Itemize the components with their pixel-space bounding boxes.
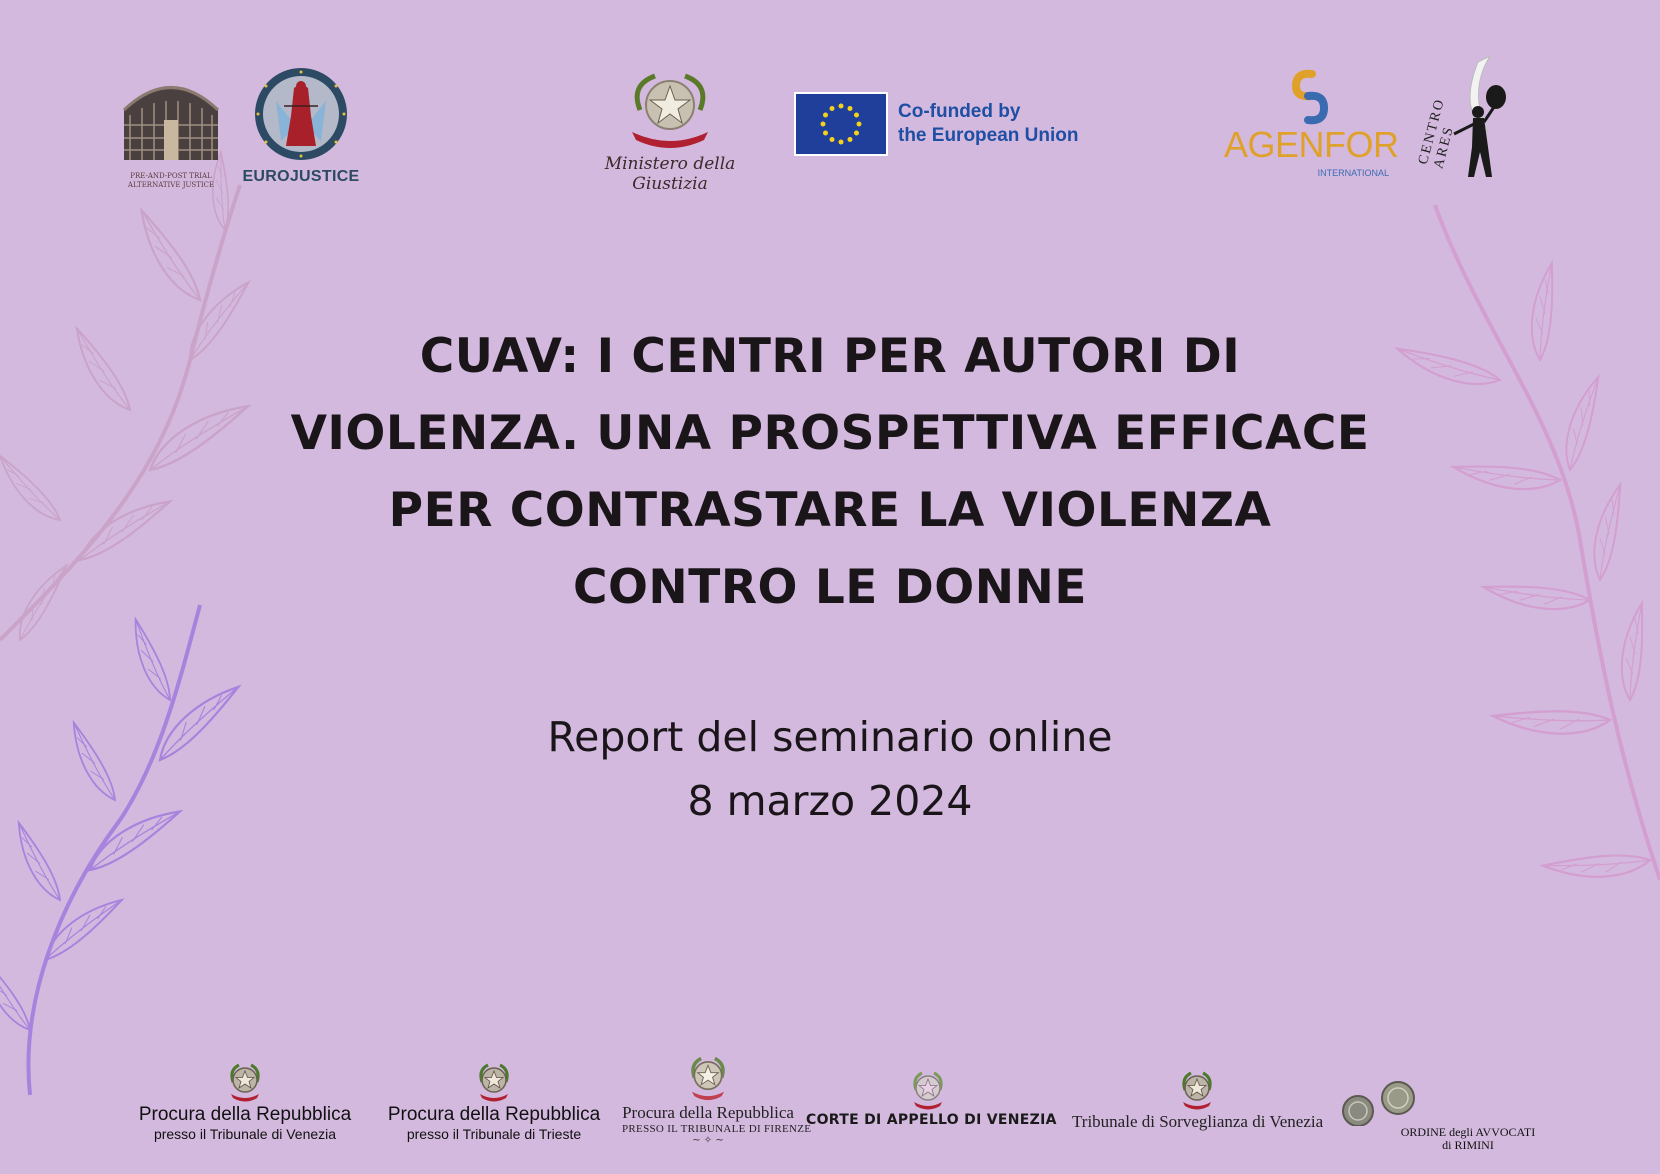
footer-logo-5-line1: Tribunale di Sorveglianza di Venezia — [1072, 1112, 1324, 1131]
footer-logo-6-line1: ORDINE degli AVVOCATI — [1400, 1125, 1536, 1139]
subtitle-line-1: Report del seminario online — [547, 713, 1113, 761]
footer-logo-procura-firenze — [622, 1055, 812, 1147]
footer-logo-3-line2: PRESSO IL TRIBUNALE DI FIRENZE — [622, 1123, 812, 1135]
eurojustice-logo — [236, 66, 366, 191]
eurojustice-label: EUROJUSTICE — [242, 168, 360, 185]
eu-cofunded-logo — [794, 92, 1124, 158]
footer-logo-tribunale-sorveglianza — [1072, 1070, 1322, 1132]
footer-logo-6-line2: di RIMINI — [1442, 1138, 1494, 1152]
eu-line1: Co-funded by — [898, 101, 1021, 122]
footer-logo-procura-trieste — [378, 1062, 610, 1142]
italian-emblem-icon — [685, 1055, 731, 1103]
pre-and-post-trial-logo — [116, 70, 226, 190]
panopticon-icon — [116, 70, 226, 170]
italian-emblem-icon — [908, 1070, 948, 1112]
footer-logo-3-line1: Procura della Repubblica — [622, 1103, 794, 1122]
pre-and-post-trial-caption: PRE-AND-POST TRIAL ALTERNATIVE JUSTICE — [127, 172, 215, 189]
justice-statue-icon — [236, 66, 366, 166]
title-line-3: PER CONTRASTARE LA VIOLENZA — [388, 483, 1272, 538]
ministero-logo — [570, 70, 770, 194]
title-line-2: VIOLENZA. UNA PROSPETTIVA EFFICACE — [290, 406, 1370, 461]
italian-emblem-icon — [474, 1062, 514, 1104]
footer-logo-4-line1: CORTE DI APPELLO DI VENEZIA — [806, 1112, 1057, 1128]
left-lower-branch — [0, 605, 251, 1095]
left-upper-branch — [0, 152, 263, 641]
italian-emblem-icon — [225, 1062, 265, 1104]
centro-ares-logo — [1415, 52, 1518, 187]
italian-emblem-icon — [570, 70, 770, 150]
agenfor-swirl-icon — [1224, 68, 1394, 128]
eu-flag-icon — [794, 92, 888, 156]
footer-logo-procura-venezia — [134, 1062, 356, 1142]
agenfor-label: AGENFOR — [1224, 124, 1399, 165]
footer-logo-corte-appello — [806, 1070, 1057, 1128]
document-subtitle — [330, 705, 1330, 833]
eu-cofunded-text — [898, 100, 1118, 148]
footer-logo-2-line2: presso il Tribunale di Trieste — [406, 1126, 582, 1142]
centro-ares-label: CENTRO ARES — [1415, 96, 1458, 171]
footer-logo-1-line1: Procura della Repubblica — [138, 1104, 352, 1125]
agenfor-sub: INTERNATIONAL — [1317, 168, 1389, 178]
coins-icon — [1338, 1078, 1428, 1126]
agenfor-logo — [1224, 68, 1399, 183]
title-line-4: CONTRO LE DONNE — [572, 560, 1087, 615]
ornament-divider: ~ ✧ ~ — [692, 1135, 724, 1146]
subtitle-line-2: 8 marzo 2024 — [687, 777, 973, 825]
footer-logo-2-line1: Procura della Repubblica — [387, 1104, 601, 1125]
title-line-1: CUAV: I CENTRI PER AUTORI DI — [419, 329, 1241, 384]
right-branch — [1396, 205, 1660, 887]
italian-emblem-icon — [1177, 1070, 1217, 1112]
document-title — [230, 318, 1430, 626]
ministero-label: Ministero della Giustizia — [604, 154, 736, 194]
eu-line2: the European Union — [898, 125, 1079, 146]
footer-logo-1-line2: presso il Tribunale di Venezia — [153, 1126, 337, 1142]
